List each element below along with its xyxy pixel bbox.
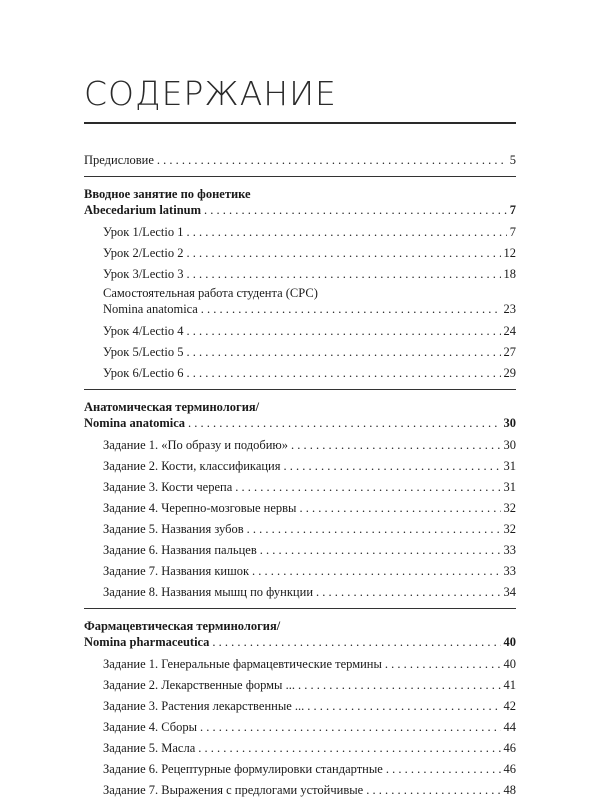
- section-heading-anatomy: Анатомическая терминология/: [84, 400, 260, 414]
- entry-label: Abecedarium latinum: [84, 203, 202, 217]
- toc-entry[interactable]: [84, 696, 516, 717]
- toc-entry[interactable]: [84, 498, 516, 519]
- entry-label: Урок 1/Lectio 1: [103, 225, 184, 239]
- toc-entry[interactable]: [84, 342, 516, 363]
- entry-label: Задание 7. Названия кишок: [103, 564, 250, 578]
- entry-label: Предисловие: [84, 153, 154, 167]
- entry-label: Задание 3. Растения лекарственные ...: [103, 699, 305, 713]
- entry-label: Задание 1. Генеральные фармацевтические термины: [103, 657, 382, 671]
- entry-page: 48: [503, 783, 516, 797]
- entry-label: Nomina anatomica: [103, 302, 198, 316]
- entry-page: 33: [503, 564, 516, 578]
- leader-dots: [186, 321, 500, 342]
- leader-dots: [298, 675, 501, 696]
- section-heading-phonetics: Вводное занятие по фонетике: [84, 187, 251, 201]
- leader-dots: [235, 477, 500, 498]
- leader-dots: [366, 780, 500, 801]
- leader-dots: [284, 456, 501, 477]
- entry-page: 7: [509, 225, 516, 239]
- entry-page: 31: [503, 459, 516, 473]
- section-heading-pharma: Фармацевтическая терминология/: [84, 619, 281, 633]
- entry-label: Урок 3/Lectio 3: [103, 267, 184, 281]
- table-of-contents: [84, 150, 516, 801]
- leader-dots: [188, 415, 500, 431]
- entry-label: Урок 5/Lectio 5: [103, 345, 184, 359]
- toc-entry[interactable]: [84, 675, 516, 696]
- entry-label: Задание 6. Названия пальцев: [103, 543, 257, 557]
- entry-page: 24: [503, 324, 516, 338]
- entry-page: 41: [503, 678, 516, 692]
- leader-dots: [247, 519, 501, 540]
- entry-page: 42: [503, 699, 516, 713]
- entry-label: Задание 2. Лекарственные формы ...: [103, 678, 295, 692]
- leader-dots: [316, 582, 500, 603]
- toc-entry[interactable]: [84, 780, 516, 801]
- srs-heading: Самостоятельная работа студента (СРС): [103, 286, 318, 300]
- entry-page: 40: [503, 635, 516, 649]
- entry-page: 29: [503, 366, 516, 380]
- leader-dots: [186, 363, 500, 384]
- entry-label: Задание 5. Названия зубов: [103, 522, 244, 536]
- leader-dots: [198, 738, 500, 759]
- toc-entry[interactable]: [84, 738, 516, 759]
- entry-page: 23: [503, 302, 516, 316]
- entry-page: 27: [503, 345, 516, 359]
- title-divider: [84, 122, 516, 124]
- entry-page: 32: [503, 501, 516, 515]
- toc-entry-preface[interactable]: [84, 150, 516, 171]
- toc-entry[interactable]: [84, 540, 516, 561]
- toc-entry-section1[interactable]: [84, 202, 516, 218]
- leader-dots: [291, 435, 500, 456]
- entry-label: Задание 6. Рецептурные формулировки стандартные: [103, 762, 383, 776]
- entry-page: 34: [503, 585, 516, 599]
- toc-entry[interactable]: [84, 222, 516, 243]
- entry-page: 12: [503, 246, 516, 260]
- leader-dots: [186, 264, 500, 285]
- entry-page: 7: [509, 203, 516, 217]
- leader-dots: [186, 243, 500, 264]
- entry-label: Урок 2/Lectio 2: [103, 246, 184, 260]
- leader-dots: [201, 301, 501, 317]
- leader-dots: [299, 498, 500, 519]
- entry-label: Задание 7. Выражения с предлогами устойчивые: [103, 783, 364, 797]
- entry-page: 44: [503, 720, 516, 734]
- page-title: СОДЕРЖАНИЕ: [84, 74, 337, 113]
- section-divider: [84, 608, 516, 609]
- toc-entry-srs[interactable]: [84, 301, 516, 317]
- entry-page: 46: [503, 762, 516, 776]
- entry-label: Задание 1. «По образу и подобию»: [103, 438, 289, 452]
- entry-label: Урок 4/Lectio 4: [103, 324, 184, 338]
- leader-dots: [200, 717, 500, 738]
- entry-label: Nomina anatomica: [84, 416, 186, 430]
- toc-entry[interactable]: [84, 582, 516, 603]
- leader-dots: [260, 540, 501, 561]
- leader-dots: [386, 759, 501, 780]
- toc-entry[interactable]: [84, 561, 516, 582]
- entry-label: Урок 6/Lectio 6: [103, 366, 184, 380]
- section-divider: [84, 389, 516, 390]
- leader-dots: [307, 696, 500, 717]
- entry-page: 5: [509, 153, 516, 167]
- toc-entry[interactable]: [84, 456, 516, 477]
- toc-entry[interactable]: [84, 477, 516, 498]
- section-divider: [84, 176, 516, 177]
- entry-label: Задание 4. Черепно-мозговые нервы: [103, 501, 297, 515]
- entry-page: 46: [503, 741, 516, 755]
- entry-label: Nomina pharmaceutica: [84, 635, 210, 649]
- toc-entry[interactable]: [84, 759, 516, 780]
- entry-label: Задание 3. Кости черепа: [103, 480, 233, 494]
- entry-page: 30: [503, 416, 516, 430]
- entry-label: Задание 4. Сборы: [103, 720, 198, 734]
- toc-entry[interactable]: [84, 321, 516, 342]
- entry-label: Задание 8. Названия мышц по функции: [103, 585, 314, 599]
- entry-page: 31: [503, 480, 516, 494]
- leader-dots: [212, 634, 500, 650]
- toc-entry[interactable]: [84, 519, 516, 540]
- entry-label: Задание 5. Масла: [103, 741, 196, 755]
- toc-entry-section2[interactable]: [84, 415, 516, 431]
- toc-entry[interactable]: [84, 717, 516, 738]
- leader-dots: [186, 222, 506, 243]
- toc-entry[interactable]: [84, 435, 516, 456]
- leader-dots: [157, 150, 507, 171]
- leader-dots: [204, 202, 507, 218]
- toc-entry[interactable]: [84, 654, 516, 675]
- leader-dots: [385, 654, 501, 675]
- entry-page: 33: [503, 543, 516, 557]
- entry-page: 32: [503, 522, 516, 536]
- entry-page: 30: [503, 438, 516, 452]
- toc-entry[interactable]: [84, 363, 516, 384]
- leader-dots: [186, 342, 500, 363]
- entry-page: 18: [503, 267, 516, 281]
- toc-entry-section3[interactable]: [84, 634, 516, 650]
- entry-label: Задание 2. Кости, классификация: [103, 459, 281, 473]
- toc-entry[interactable]: [84, 264, 516, 285]
- leader-dots: [252, 561, 500, 582]
- entry-page: 40: [503, 657, 516, 671]
- toc-entry[interactable]: [84, 243, 516, 264]
